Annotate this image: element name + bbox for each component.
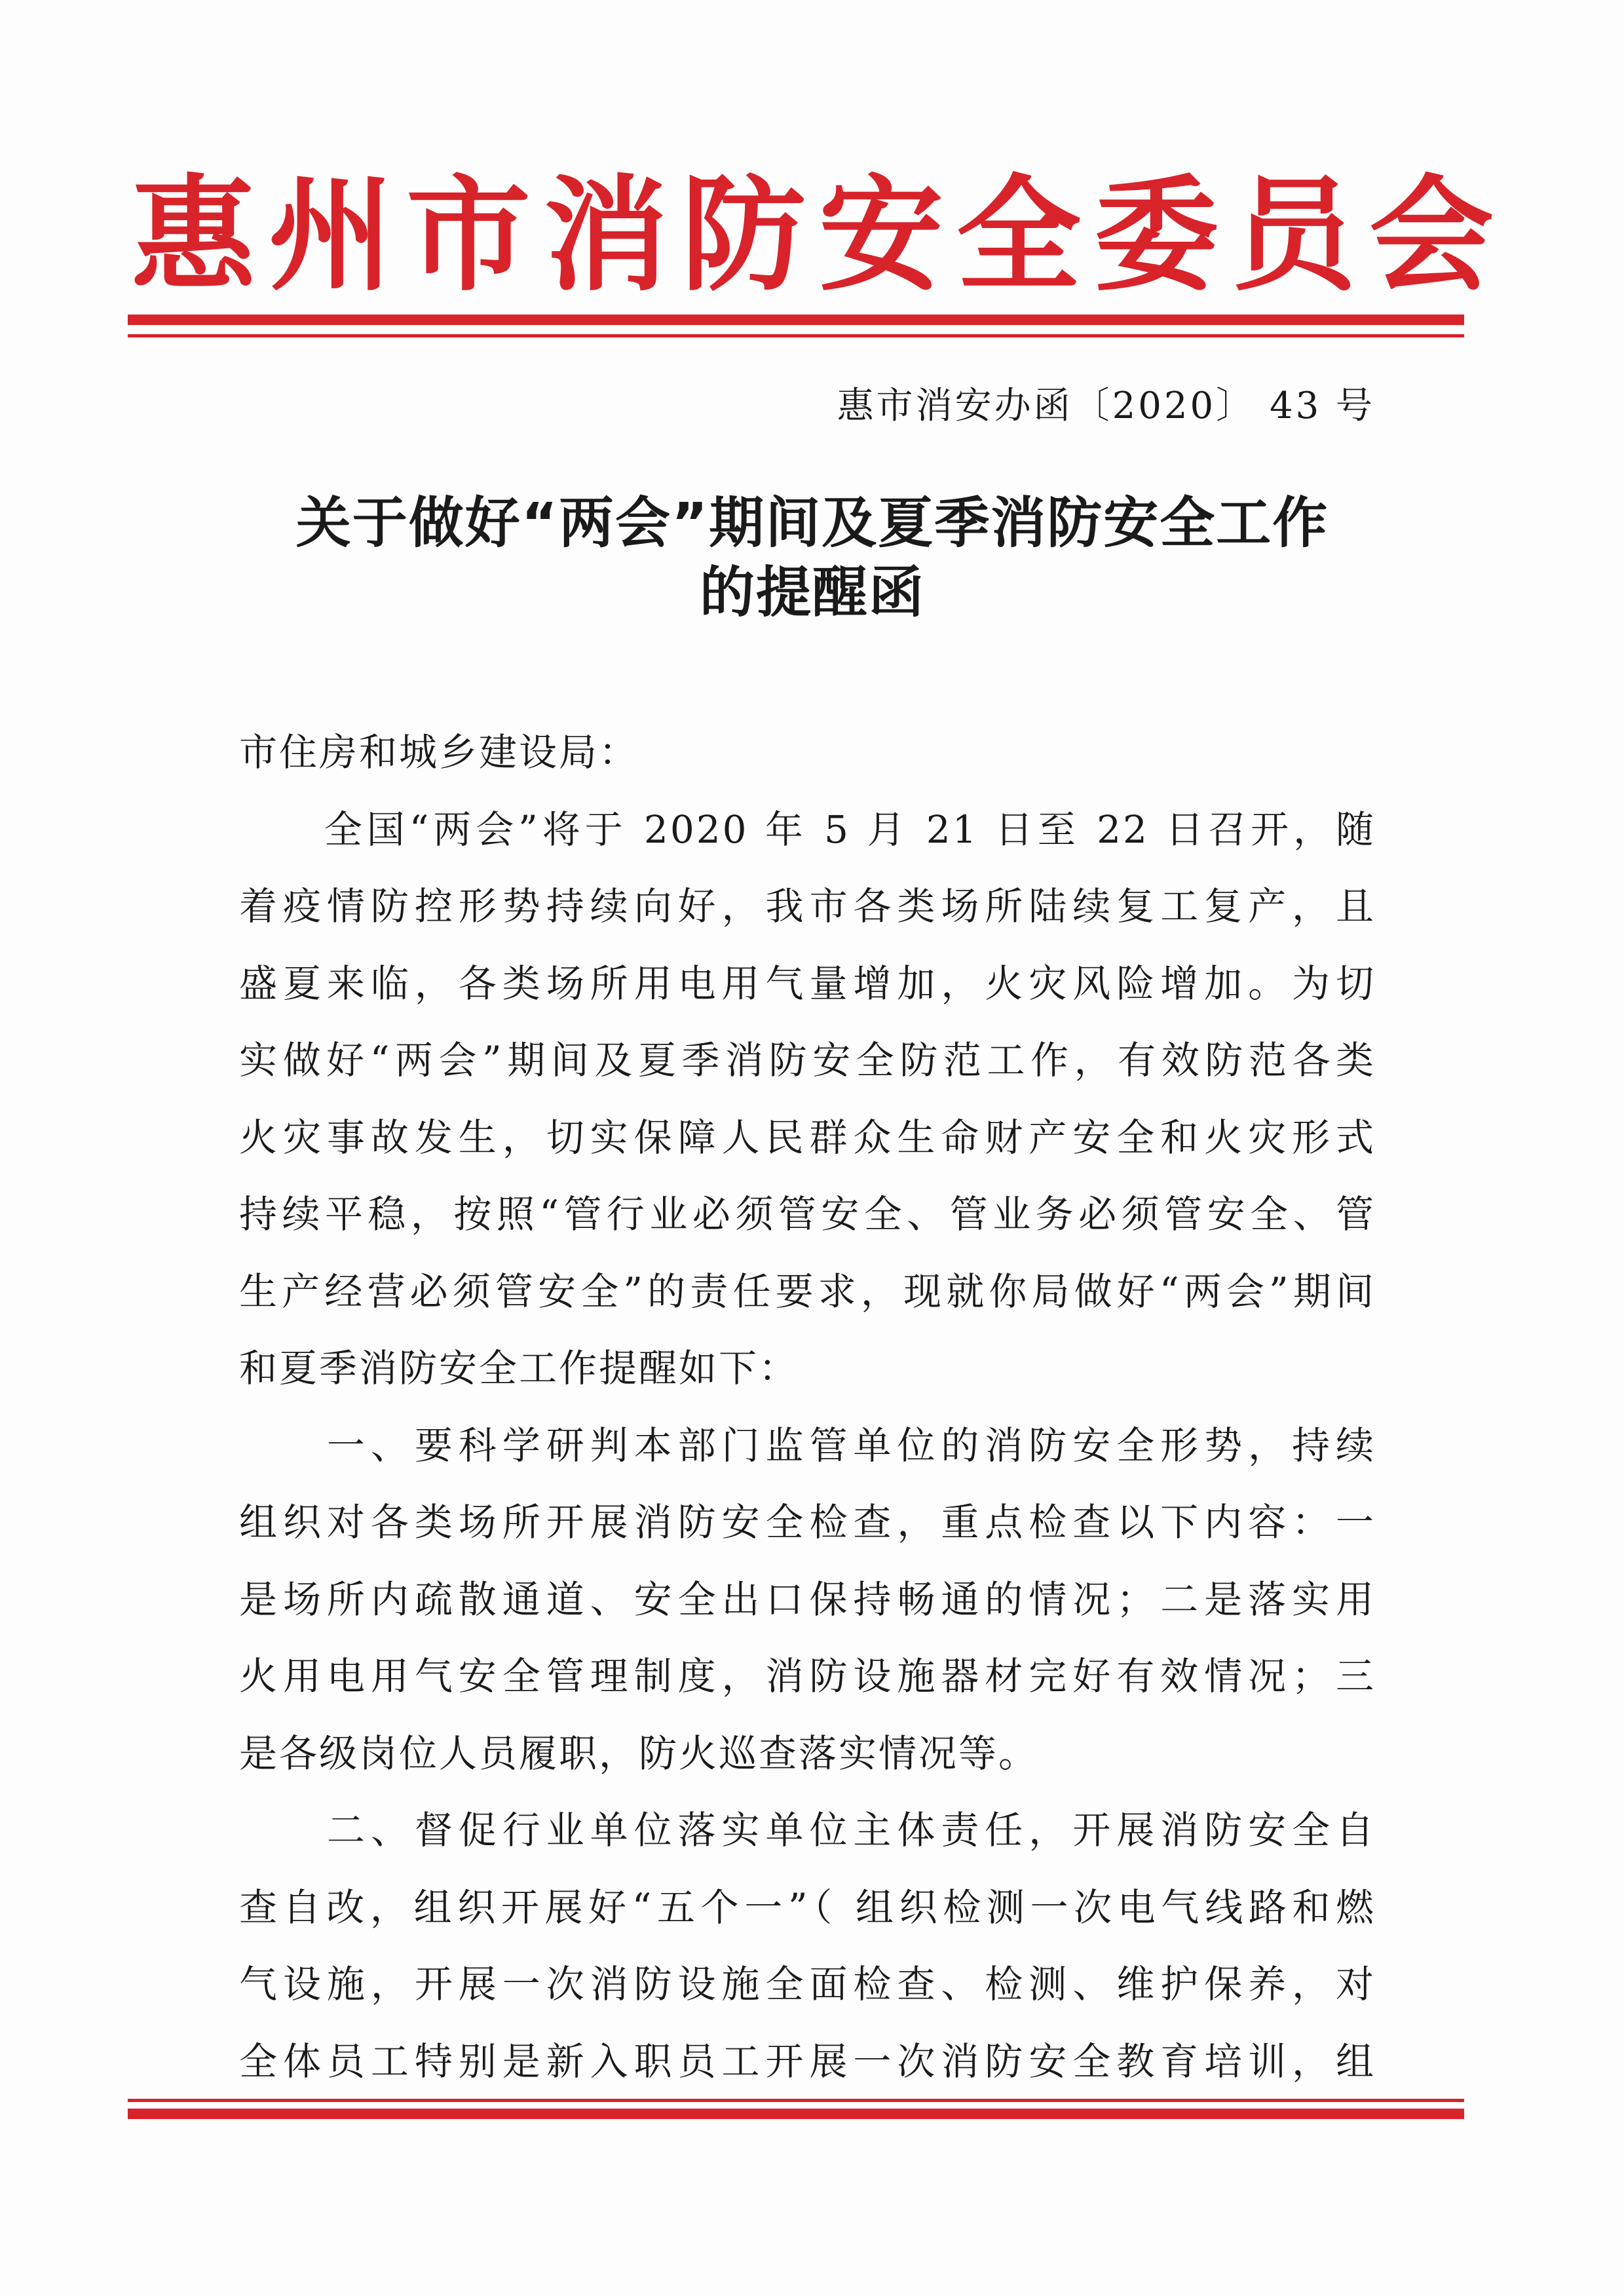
body-line: 持续平稳，按照“管行业必须管安全、管业务必须管安全、管 [239,1192,1376,1236]
body-line: 是各级岗位人员履职，防火巡查落实情况等。 [239,1731,1039,1776]
footer-rule-thin [128,2099,1464,2102]
body-line: 火灾事故发生，切实保障人民群众生命财产安全和火灾形式 [239,1115,1376,1160]
masthead-title: 惠州市消防安全委员会 [131,163,1507,308]
body-line: 查自改，组织开展好“五个一”（ 组织检测一次电气线路和燃 [239,1885,1376,1930]
addressee-line: 市住房和城乡建设局： [239,730,639,775]
body-line: 和夏季消防安全工作提醒如下： [239,1346,799,1390]
document-number: 惠市消安办函〔2020〕 43 号 [837,385,1375,427]
masthead-rule-thick [128,315,1464,325]
body-line: 实做好“两会”期间及夏季消防安全防范工作，有效防范各类 [239,1038,1376,1082]
body-line: 是场所内疏散通道、安全出口保持畅通的情况；二是落实用 [239,1577,1376,1622]
body-line: 全国“两会”将于 2020 年 5 月 21 日至 22 日召开，随 [239,807,1376,852]
body-line: 着疫情防控形势持续向好，我市各类场所陆续复工复产，且 [239,884,1376,928]
document-body [239,714,1376,2100]
masthead-rule-thin [128,334,1464,337]
body-line: 盛夏来临，各类场所用电用气量增加，火灾风险增加。为切 [239,961,1376,1006]
document-title [216,488,1408,627]
body-line: 气设施，开展一次消防设施全面检查、检测、维护保养，对 [239,1962,1376,2006]
body-line: 二、督促行业单位落实单位主体责任，开展消防安全自 [239,1808,1376,1852]
document-title-line-1: 关于做好“两会”期间及夏季消防安全工作 [295,491,1329,555]
document-title-line-2: 的提醒函 [699,560,925,624]
body-line: 火用电用气安全管理制度，消防设施器材完好有效情况；三 [239,1654,1376,1698]
body-line: 生产经营必须管安全”的责任要求，现就你局做好“两会”期间 [239,1269,1376,1314]
footer-rule-thick [128,2109,1464,2119]
body-line: 一、要科学研判本部门监管单位的消防安全形势，持续 [239,1423,1376,1468]
body-line: 组织对各类场所开展消防安全检查，重点检查以下内容：一 [239,1500,1376,1544]
body-line: 全体员工特别是新入职员工开展一次消防安全教育培训，组 [239,2038,1376,2084]
